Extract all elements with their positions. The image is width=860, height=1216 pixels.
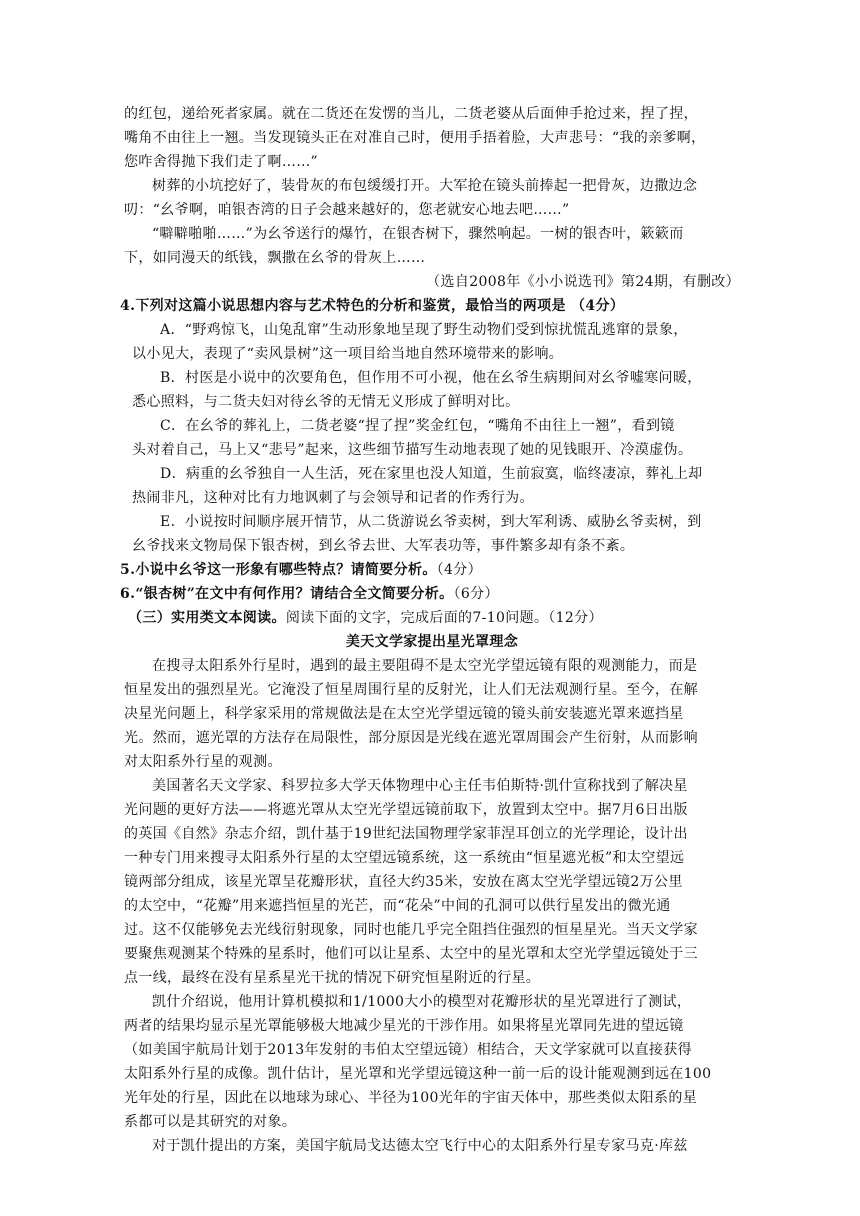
article-line: 光。然而，遮光罩的方法存在局限性，部分原因是光线在遮光罩周围会产生衍射，从而影响: [124, 730, 698, 746]
story-line: 叨：“幺爷啊，咱银杏湾的日子会越来越好的，您老就安心地去吧……”: [124, 202, 570, 218]
story-source: （选自2008年《小小说选刊》第24期，有删改）: [426, 274, 740, 290]
question-4-stem: 4.下列对这篇小说思想内容与艺术特色的分析和鉴赏，最恰当的两项是 （4分）: [120, 298, 625, 314]
option-a-cont: 以小见大，表现了“卖风景树”这一项目给当地自然环境带来的影响。: [132, 346, 564, 362]
question-6: [120, 582, 736, 606]
section-3-heading: [128, 606, 744, 630]
article-line: 对太阳系外行星的观测。: [124, 754, 282, 770]
story-line: 树葬的小坑挖好了，装骨灰的布包缓缓打开。大军抢在镜头前捧起一把骨灰，边撒边念: [152, 178, 698, 194]
article-line: 美国著名天文学家、科罗拉多大学天体物理中心主任韦伯斯特·凯什宣称找到了解决星: [152, 778, 688, 794]
article-line: （如美国宇航局计划于2013年发射的韦伯太空望远镜）相结合，天文学家就可以直接获得: [124, 1042, 692, 1058]
article-line: 恒星发出的强烈星光。它淹没了恒星周围行星的反射光，让人们无法观测行星。至今，在解: [124, 682, 698, 698]
question-5: [120, 558, 736, 582]
section-3-label: （三）实用类文本阅读。: [128, 610, 286, 626]
article-line: 要聚焦观测某个特殊的星系时，他们可以让星系、太空中的星光罩和太空光学望远镜处于三: [124, 946, 698, 962]
story-line: “噼噼啪啪……”为幺爷送行的爆竹，在银杏树下，骤然响起。一树的银杏叶，簌簌而: [152, 226, 684, 242]
article-line: 凯什介绍说，他用计算机模拟和1/1000大小的模型对花瓣形状的星光罩进行了测试，: [152, 994, 692, 1010]
option-d: D．病重的幺爷独自一人生活，死在家里也没人知道，生前寂寞，临终凄凉，葬礼上却: [160, 466, 703, 482]
option-d-cont: 热闹非凡，这种对比有力地讽刺了与会领导和记者的作秀行为。: [132, 490, 534, 506]
question-6-score: （6分）: [453, 586, 499, 602]
question-5-score: （4分）: [436, 562, 482, 578]
option-e-cont: 幺爷找来文物局保下银杏树，到幺爷去世、大军表功等，事件繁多却有条不紊。: [132, 538, 635, 554]
article-title: 美天文学家提出星光罩理念: [345, 634, 519, 650]
story-line: 的红包，递给死者家属。就在二货还在发愣的当儿，二货老婆从后面伸手抢过来，捏了捏，: [124, 106, 698, 122]
option-a: A．“野鸡惊飞，山兔乱窜”生动形象地呈现了野生动物们受到惊扰慌乱逃窜的景象，: [160, 322, 688, 338]
article-line: 决星光问题上，科学家采用的常规做法是在太空光学望远镜的镜头前安装遮光罩来遮挡星: [124, 706, 684, 722]
article-line: 镜两部分组成，该星光罩呈花瓣形状，直径大约35米，安放在离太空光学望远镜2万公里: [124, 874, 683, 890]
article-line: 一种专门用来搜寻太阳系外行星的太空望远镜系统，这一系统由“恒星遮光板”和太空望远: [124, 850, 685, 866]
option-b: B．村医是小说中的次要角色，但作用不可小视，他在幺爷生病期间对幺爷嘘寒问暖，: [160, 370, 702, 386]
article-line: 的太空中，“花瓣”用来遮挡恒星的光芒，而“花朵”中间的孔洞可以供行星发出的微光通: [124, 898, 671, 914]
option-e: E．小说按时间顺序展开情节，从二货游说幺爷卖树，到大军利诱、威胁幺爷卖树，到: [160, 514, 702, 530]
article-line: 光问题的更好方法——将遮光罩从太空光学望远镜前取下，放置到太空中。据7月6日出版: [124, 802, 688, 818]
article-line: 的英国《自然》杂志介绍，凯什基于19世纪法国物理学家菲涅耳创立的光学理论，设计出: [124, 826, 688, 842]
article-line: 系都可以是其研究的对象。: [124, 1114, 297, 1130]
story-line: 您咋舍得抛下我们走了啊……”: [124, 154, 319, 170]
question-6-text: 6.“银杏树”在文中有何作用？请结合全文简要分析。: [120, 586, 454, 602]
article-line: 两者的结果均显示星光罩能够极大地减少星光的干涉作用。如果将星光罩同先进的望远镜: [124, 1018, 684, 1034]
question-5-text: 5.小说中幺爷这一形象有哪些特点？请简要分析。: [120, 562, 437, 578]
story-line: 嘴角不由往上一翘。当发现镜头正在对准自己时，便用手捂着脸，大声悲号：“我的亲爹啊，: [124, 130, 706, 146]
article-line: 光年处的行星，因此在以地球为球心、半径为100光年的宇宙天体中，那些类似太阳系的星: [124, 1090, 698, 1106]
article-line: 对于凯什提出的方案，美国宇航局戈达德太空飞行中心的太阳系外行星专家马克·库兹: [152, 1138, 688, 1154]
option-c: C．在幺爷的葬礼上，二货老婆“捏了捏”奖金红包，“嘴角不由往上一翘”，看到镜: [160, 418, 675, 434]
article-line: 太阳系外行星的成像。凯什估计，星光罩和光学望远镜这种一前一后的设计能观测到远在100: [124, 1066, 712, 1082]
article-line: 点一线，最终在没有星系星光干扰的情况下研究恒星附近的行星。: [124, 970, 541, 986]
section-3-instruction: 阅读下面的文字，完成后面的7-10问题。（12分）: [285, 610, 603, 626]
option-c-cont: 头对着自己，马上又“悲号”起来，这些细节描写生动地表现了她的见钱眼开、冷漠虚伪。: [132, 442, 693, 458]
article-line: 过。这不仅能够免去光线衍射现象，同时也能几乎完全阻挡住强烈的恒星星光。当天文学家: [124, 922, 698, 938]
article-line: 在搜寻太阳系外行星时，遇到的最主要阻碍不是太空光学望远镜有限的观测能力，而是: [152, 658, 698, 674]
story-line: 下，如同漫天的纸钱，飘撒在幺爷的骨灰上……: [124, 250, 426, 266]
option-b-cont: 悉心照料，与二货夫妇对待幺爷的无情无义形成了鲜明对比。: [132, 394, 520, 410]
